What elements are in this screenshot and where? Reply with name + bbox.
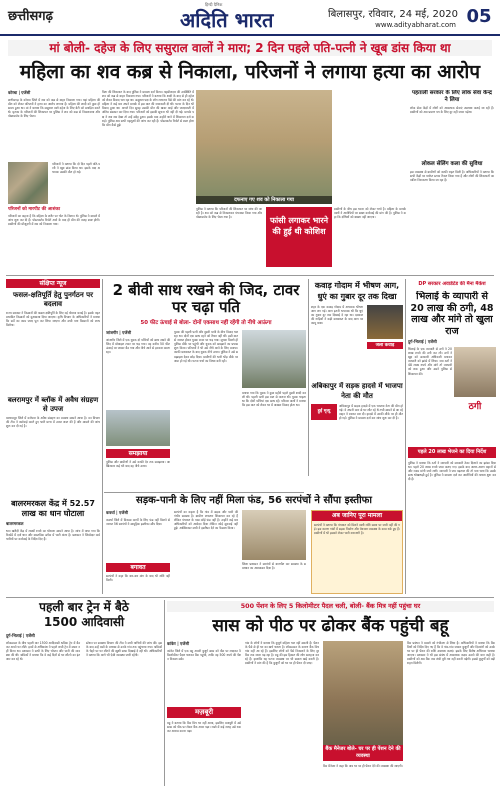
story4-label: जला कवाड़ bbox=[367, 342, 403, 349]
briefs-header: संक्षिप्त न्यूज bbox=[6, 279, 100, 288]
story2-photo-1 bbox=[106, 410, 170, 446]
lead-body-text-4: पिता की शिकायत के बाद पुलिस ने मामला दर्ज किया। तहसीलदार की उपस्थिति में शव को कब्र से बाहर निकाला गया। परिजनों ने बताया कि शादी के बाद से ही दहेज को लेकर विवाद चल रहा था। ससुराल पक्ष के लोग लगातार पैसे की मांग कर रहे थे। महिला ने कई बार अपने मायके में इस बात की जानकारी दी थी। घटना के दिन भी विवाद हुआ था। अगले दिन सुबह उसकी मौत की खबर आई और जल्दबाजी में अंतिम संस्कार कर दिया गया। परिजनों को इसकी सूचना भी नहीं दी गई। मायके पक्ष ने जब शव देखा तो उन्हें संदेह हुआ। इसके बाद उन्होंने थाने में शिकायत दर्ज कराई। पुलिस अब सभी पहलुओं की जांच कर रही है। पोस्टमार्टम रिपोर्ट से स्पष्ट होगा कि मौत कैसे हुई। bbox=[102, 90, 194, 127]
story3-photo bbox=[242, 510, 306, 560]
story3-col2: सरपंचों का कहना है कि गांव में सड़क और पानी की गंभीर समस्या है। ग्रामीण लगातार शिकायत कर रहे हैं लेकिन पंचायत के पास कोई फंड नहीं है। उन्होंने कई बार अधिकारियों को आवेदन दिया लेकिन कोई सुनवाई नहीं हुई। आखिरकार सभी ने इस्तीफा देने का फैसला किया। bbox=[174, 510, 238, 531]
story4-headline: कवाड़ गोदाम में भीषण आग, धुएं का गुबार दूर तक दिखा bbox=[314, 281, 400, 301]
story5-kicker: DP सरकार अवार्डटेड की मैना मैकेश bbox=[418, 281, 486, 287]
website[interactable]: www.adityabharat.com bbox=[375, 21, 456, 29]
story5-box: पहले 20 लाख भेजने का दिया निर्देश bbox=[408, 447, 496, 458]
bottom-col3: बैंक मैनेजर ने कहा कि अब घर पर ही पेंशन देने की व्यवस्था की जाएगी। bbox=[323, 764, 403, 768]
story2-box-1: समझाया bbox=[106, 449, 170, 458]
story3-text-2: सरपंचों ने कहा कि बार-बार मांग के बाद भी राशि नहीं मिली। bbox=[106, 574, 170, 583]
bottom-col4: बैंक प्रबंधन ने मामले को गंभीरता से लिया है। अधिकारियों ने बताया कि बैंक मित्रों को निर्देश दिए गए हैं कि वे गांव-गांव जाकर बुजुर्गों और दिव्यांगों को उनके घर पर ही पेंशन की राशि उपलब्ध कराएं। इसके लिए विशेष अभियान चलाया जाएगा। प्रशासन ने भी इस संबंध में आवश्यक कदम उठाने की बात कही है। ग्रामीणों को अब बैंक तक लंबी दूरी तय नहीं करनी पड़ेगी। इससे बुजुर्गों को बड़ी राहत मिलेगी। bbox=[407, 641, 495, 666]
story2-col1 bbox=[106, 330, 170, 490]
quote-highlight: फांसी लगाकर भारने की हुई थी कोशिश bbox=[269, 216, 329, 236]
rule-6 bbox=[6, 597, 494, 598]
story3-col1 bbox=[106, 510, 170, 594]
rule-5 bbox=[104, 492, 304, 493]
story4-col2 bbox=[311, 404, 403, 474]
ad-text: सरपंचों ने बताया कि पंचायत को मिलने वाली राशि समय पर जारी नहीं की गई। इस कारण गांवों में सड़क निर्माण और पेयजल व्यवस्था के काम रुके हुए हैं। ग्रामीणों में भी इसको लेकर भारी नाराजगी है। bbox=[314, 523, 400, 536]
story3-text-1: कवर्धा जिले में विकास कार्यों के लिए फंड नहीं मिलने से नाराज 56 सरपंचों ने सामूहिक इस्तीफा सौंप दिया। bbox=[106, 518, 170, 527]
ad-title: अब जानिए पूरा मामला bbox=[312, 511, 402, 521]
rule-3 bbox=[308, 279, 309, 476]
story2-byline: जांजगीर | एजेंसी bbox=[106, 330, 132, 335]
ad-box bbox=[311, 510, 403, 594]
lead-photo bbox=[196, 90, 332, 204]
bottom-left-byline: दुर्ग-भिलाई | एजेंसी bbox=[6, 633, 35, 638]
lead-byline: कोरबा | एजेंसी bbox=[8, 90, 31, 95]
bottom-kicker-bar bbox=[167, 601, 494, 612]
paper-logo bbox=[180, 2, 330, 30]
paper-tagline: हिन्दी दैनिक bbox=[205, 2, 223, 7]
story4-text-1: शहर के एक कवाड़ गोदाम में अचानक भीषण आग लग गई। आग इतनी भयानक थी कि धुएं का गुबार दूर तक दिखाई दे रहा था। दमकल की गाड़ियों ने कड़ी मशक्कत के बाद आग पर काबू पाया। bbox=[311, 305, 363, 326]
story5-text-2: पुलिस ने बताया कि ठगों ने व्यापारी को सरकारी ठेका दिलाने का झांसा दिया था। पहले 20 लाख रुपये जमा कराए गए। इसके बाद अलग-अलग बहानों से और रकम मांगी जाने लगी। व्यापारी ने जब पड़ताल की तो पता चला कि उसके साथ धोखाधड़ी हुई है। पुलिस ने मामला दर्ज कर आरोपियों की तलाश शुरू कर दी है। bbox=[408, 461, 496, 482]
bottom-text-1: कांकेर जिले में एक बहू अपनी बुजुर्ग सास को पीठ पर लादकर 5 किलोमीटर पैदल चलकर बैंक पहुंची, ताकि वह 500 रुपये की पेंशन निकाल सके। bbox=[167, 649, 241, 662]
briefs-column bbox=[6, 279, 100, 594]
story2-headline: 2 बीवी साथ रखने की जिद, टावर पर चढ़ा पति bbox=[112, 282, 300, 316]
quote-box bbox=[266, 207, 332, 267]
bottom-left-text-2: स्टेशन पर स्वास्थ्य विभाग की टीम ने सभी यात्रियों की जांच की। इसके बाद उन्हें बसों के माध्यम से उनके गांव तक पहुंचाया गया। श्रमिकों के चेहरे पर घर लौटने की खुशी साफ दिखाई दे रही थी। अधिकारियों ने बताया कि आगे भी ऐसी व्यवस्था जारी रहेगी। bbox=[86, 641, 162, 658]
lead-body-text-2: परिजनों ने बताया कि दो दिन पहले पति-पत्नी ने खूब डांस किया था। इसके बाद अचानक उसकी मौत हो गई। bbox=[52, 162, 100, 175]
lead-body-text-3: परिजनों का कहना है कि महिला के शरीर पर चोट के निशान थे। पुलिस ने मामले में जांच शुरू कर दी है। पोस्टमार्टम रिपोर्ट आने के बाद ही मौत की वजह स्पष्ट होगी। ग्रामीणों की मौजूदगी में शव को निकाला गया। bbox=[8, 214, 100, 227]
story4-subhead: अबिकापुर में सड़क हादसे में भाजपा नेता की मौत bbox=[311, 382, 403, 400]
paper-name: अदिति भारत bbox=[180, 8, 274, 32]
brief-1-text: राज्य सरकार ने किसानों की फसल क्षतिपूर्ति के लिए नई योजना बनाई है। इसके तहत प्रभावित किसानों को मुआवजा दिया जाएगा। कृषि विभाग के अधिकारियों ने बताया कि सर्वे का काम जल्द पूरा कर लिया जाएगा और सभी पात्र किसानों को लाभ मिलेगा। bbox=[6, 311, 100, 328]
rule-7 bbox=[164, 600, 165, 786]
masthead bbox=[0, 0, 500, 36]
story4-box: हुई मृत्यु bbox=[311, 404, 337, 420]
story3-headline: सड़क-पानी के लिए नहीं मिला फंड, 56 सरपंचों ने सौंपा इस्तीफा bbox=[136, 495, 372, 506]
brief-2-text: बलरामपुर जिले में वनोपज के अवैध संग्रहण का मामला सामने आया है। वन विभाग की टीम ने कार्रवाई करते हुए भारी मात्रा में उपज जब्त की है और मामले की जांच शुरू कर दी गई है। bbox=[6, 416, 100, 429]
story5-label: ठगी bbox=[468, 402, 482, 412]
lead-side bbox=[410, 90, 494, 270]
bottom-left-text-1: लॉकडाउन के बीच पहली बार 1500 आदिवासी श्रमिक ट्रेन में बैठकर अपने घर लौटे। इनमें से अधिकांश ने पहले कभी ट्रेन में सफर नहीं किया था। प्रशासन ने सभी के लिए भोजन और पानी की व्यवस्था की थी। श्रमिकों ने बताया कि वे कई दिनों से घर लौटने का इंतजार कर रहे थे। bbox=[6, 641, 80, 662]
story3-col3: जिला प्रशासन ने सरपंचों से बातचीत कर समस्या के समाधान का आश्वासन दिया है। bbox=[242, 562, 306, 571]
story2-text-2: पुलिस और ग्रामीणों ने उसे काफी देर तक समझाया। आखिरकार कई घंटे बाद वह नीचे उतरा। bbox=[106, 460, 170, 469]
bottom-left bbox=[6, 600, 162, 786]
bottom-left-head: 1500 आदिवासी bbox=[43, 615, 125, 629]
bottom-kicker: 500 पेंशन के लिए 5 किलोमीटर पैदल चली, बोली- बैंक मित्र नहीं पहुंचा घर bbox=[240, 602, 421, 610]
lead-kicker-text: मां बोली- दहेज के लिए ससुराल वालों ने मारा; 2 दिन पहले पति-पत्नी ने खूब डांस किया था bbox=[49, 41, 451, 55]
story5-col bbox=[408, 339, 496, 594]
story2-col2: युवक की पहली पत्नी और दूसरी पत्नी के बीच विवाद चल रहा था। दोनों एक साथ रहने को तैयार नहीं थीं। इसी बात से नाराज होकर युवक टावर पर चढ़ गया। सूचना मिलते ही पुलिस मौके पर पहुंची और युवक को समझाने का प्रयास शुरू किया। परिजनों ने भी उसे नीचे आने के लिए मनाया। काफी मशक्कत के बाद युवक नीचे उतरा। पुलिस ने उसे समझाइश देकर छोड़ दिया। ग्रामीणों की भारी भीड़ मौके पर जमा हो गई थी। घटना चर्चा का विषय बनी रही। bbox=[174, 330, 238, 363]
lead-side-head-2: लोकल सेलिंग कला की सुविधा bbox=[421, 161, 483, 167]
lead-col1 bbox=[8, 90, 100, 270]
bottom-headline: सास को पीठ पर ढोकर बैंक पहुंची बहू bbox=[212, 616, 449, 636]
story3-byline: कवर्धा | एजेंसी bbox=[106, 510, 128, 515]
bottom-byline: कांकेर | एजेंसी bbox=[167, 641, 189, 646]
date-line: बिलासपुर, रविवार, 24 मई, 2020 bbox=[328, 9, 458, 20]
story5-byline: दुर्ग-भिलाई | एजेंसी bbox=[408, 339, 437, 344]
brief-3-byline: बालरमरकल bbox=[6, 521, 24, 526]
section-label: छत्तीसगढ़ bbox=[8, 9, 53, 24]
story4-text-2: अबिकापुर में सड़क हादसे में एक भाजपा नेता की मौत हो गई। वे अपनी कार से घर लौट रहे थे तभी सामने से आ रहे वाहन ने टक्कर मार दी। हादसे में उनकी मौके पर ही मौत हो गई। पुलिस ने मामला दर्ज कर जांच शुरू कर दी है। bbox=[339, 404, 403, 421]
lead-side-text: लोक सेवा केंद्रों में लोगों को आवश्यक सेवाएं उपलब्ध कराई जा रही हैं। ग्रामीणों को अब प्रमाण पत्र के लिए दूर नहीं जाना पड़ेगा। bbox=[410, 106, 494, 115]
story2-text-3: बताया गया कि युवक ने कुछ महीने पहले दूसरी शादी कर ली थी। पहली पत्नी इस बात से नाराज थी। युवक चाहता था कि दोनों पत्नियां एक साथ रहें। परिवार वालों ने बताया कि इस बात को लेकर घर में अक्सर विवाद होता था। bbox=[242, 391, 306, 408]
rule-1 bbox=[6, 275, 494, 276]
lead-body-text: छत्तीसगढ़ के कोरबा जिले में शव को कब्र से बाहर निकाला गया। यहां महिला की मौत को लेकर परिजनों ने हत्या का आरोप लगाया है। महिला की शादी को कुछ ही समय हुआ था। मां ने बताया कि ससुराल वाले दहेज के लिए बेटी को प्रताड़ित करते थे। मृतका के परिजनों की शिकायत पर पुलिस ने शव को कब्र से निकलवाया और पोस्टमार्टम के लिए भेजा। bbox=[8, 98, 100, 119]
bottom-label: मज़बूरी bbox=[167, 707, 241, 718]
story2-subhead: 50 फीट ऊंचाई से बोला- दोनों एकसाथ नहीं रहेंगी तो नीचे आऊंगा bbox=[140, 320, 272, 326]
lead-col2 bbox=[102, 90, 194, 270]
brief-1-title: फसल-क्षतिपूर्ति हेतु पुनर्गठन पर बदलाव bbox=[13, 291, 93, 308]
bottom-photo-caption: बैंक मैनेजर बोले- घर पर ही पेंशन देने की व्यवस्था bbox=[323, 745, 403, 761]
story2-text-1: जांजगीर जिले में एक युवक दो पत्नियों को साथ रखने की जिद में मोबाइल टावर पर चढ़ गया। वह करीब 50 फीट ऊंचाई पर जाकर बैठ गया और नीचे आने से इनकार करता रहा। bbox=[106, 338, 170, 355]
lead-kicker bbox=[8, 40, 492, 56]
brief-3-title: बालरमरकल केंद्र में 52.57 लाख का धान घोटाला bbox=[11, 499, 95, 518]
story5-photo bbox=[454, 347, 496, 397]
bottom-left-kicker: पहली बार ट्रेन में बैठे bbox=[39, 600, 129, 614]
lead-body-text-5: पुलिस ने बताया कि परिजनों की शिकायत पर जांच की जा रही है। शव को कब्र से निकालकर पंचनामा किया गया और पोस्टमार्टम के लिए भेजा गया है। bbox=[196, 207, 262, 220]
lead-headline: महिला का शव कब्र से निकाला, परिजनों ने लगाया हत्या का आरोप bbox=[19, 61, 481, 83]
story2-col3 bbox=[242, 330, 306, 490]
inset-caption: परिजनों को मारपीट की आशंका bbox=[8, 207, 61, 212]
story4-photo bbox=[367, 305, 403, 339]
bottom-col1 bbox=[167, 641, 241, 786]
rule-4 bbox=[405, 279, 406, 594]
story2-photo-2 bbox=[242, 330, 306, 388]
bottom-photo bbox=[323, 641, 403, 761]
story5-text-1: भिलाई के एक व्यापारी से ठगों ने 20 लाख रुपये की ठगी कर ली। ठगों ने खुद को सरकारी अधिकारी बताकर व्यापारी को झांसे में लिया। जब ठगों ने 48 लाख रुपये और मांगे तो व्यापारी को शक हुआ और उसने पुलिस से शिकायत की। bbox=[408, 347, 452, 376]
rule-2 bbox=[102, 279, 103, 594]
story3-box: बगावत bbox=[106, 563, 170, 572]
masthead-rule bbox=[0, 34, 500, 36]
story5-headline: भिलाई के व्यापारी से 20 लाख की ठगी, 48 लाख और मांगे तो खुला राज bbox=[410, 291, 494, 337]
bottom-text-2: बहू ने बताया कि बैंक मित्र घर नहीं आया, इसलिए मजबूरी में उसे सास को पीठ पर लेकर बैंक आना पड़ा। रास्ते में कई जगह उसे रुककर आराम करना पड़ा। bbox=[167, 721, 241, 734]
brief-3-text: धान खरीदी केंद्र में लाखों रुपये का घोटाला सामने आया है। जांच में पाया गया कि रिकॉर्ड में दर्ज धान और वास्तविक स्टॉक में भारी अंतर है। प्रशासन ने जिम्मेदार कर्मचारियों पर कार्रवाई के निर्देश दिए हैं। bbox=[6, 529, 100, 542]
lead-photo-caption: दफनाए गए शव को निकाला गया bbox=[196, 196, 332, 204]
brief-2-title: बलरामपुर में ब्लॉक में अवैध संग्रहण से उपज bbox=[7, 396, 99, 413]
lead-side-head: पहताली सरकार के लिए लोक सेवा केन्द्र ने लिया bbox=[412, 90, 492, 103]
lead-side-text-2: इस व्यवस्था से ग्रामीणों को काफी राहत मिली है। अधिकारियों ने बताया कि सभी केंद्रों पर पर्याप्त स्टाफ तैनात किया गया है और लोगों की शिकायतों का त्वरित निराकरण किया जा रहा है। bbox=[410, 170, 494, 183]
page-number: 05 bbox=[466, 6, 492, 27]
lead-body-text-6: ग्रामीणों के बीच इस घटना को लेकर चर्चा है। महिला के मायके वालों ने आरोपियों पर सख्त कार्रवाई की मांग की है। पुलिस ने कहा कि दोषियों को बख्शा नहीं जाएगा। bbox=[334, 207, 406, 220]
bottom-col2: गांव के लोगों ने बताया कि बुजुर्ग महिला चल नहीं सकती है। पेंशन के पैसे से ही घर का खर्च चलता है। लॉकडाउन के कारण बैंक मित्र गांव नहीं आ रहे हैं। इसलिए लोगों को पैसे निकालने के लिए दूर बैंक तक जाना पड़ रहा है। बहू की इस हिम्मत की लोग सराहना कर रहे हैं। हालांकि यह घटना व्यवस्था पर भी सवाल खड़े करती है। ग्रामीणों ने मांग की है कि बुजुर्गों को घर पर ही पेंशन दी जाए। bbox=[245, 641, 319, 666]
inset-photo bbox=[8, 162, 48, 204]
story4-col bbox=[311, 305, 403, 379]
